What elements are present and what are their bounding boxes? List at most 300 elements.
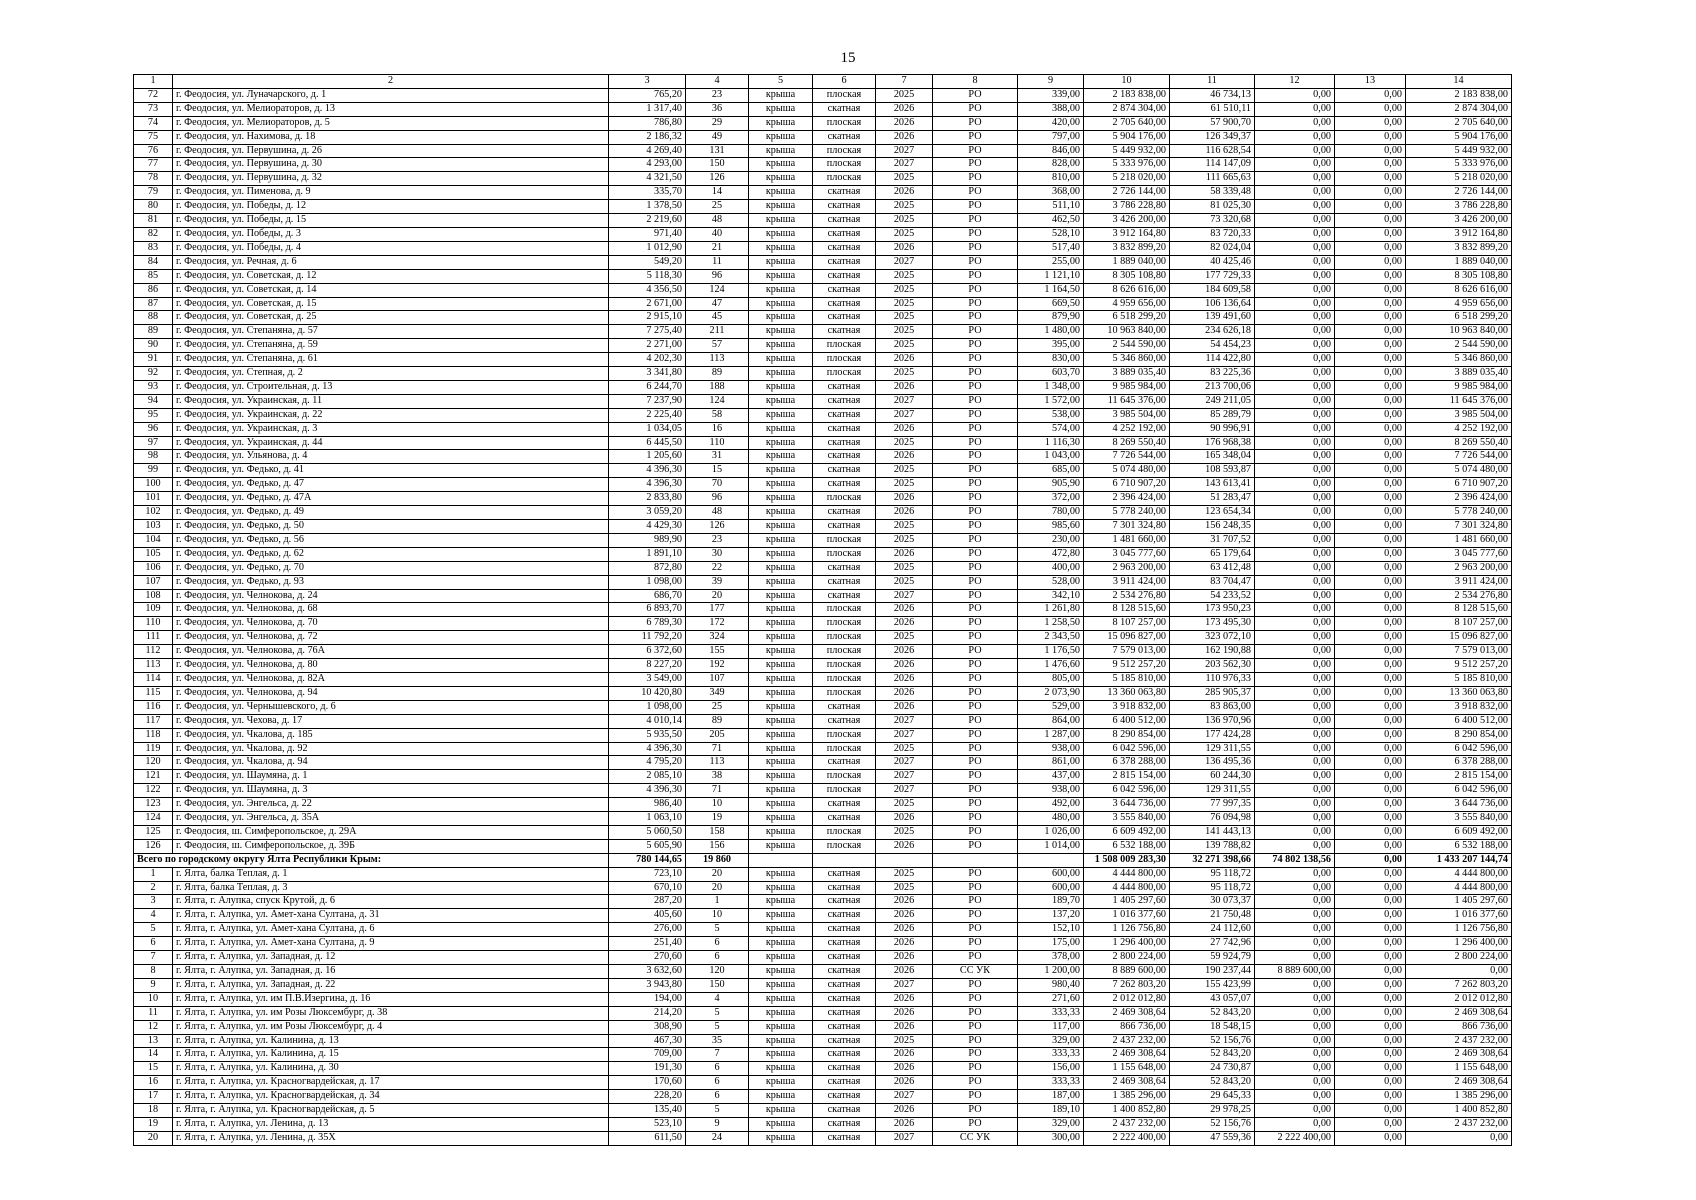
cell-col-1: 7 — [134, 951, 173, 965]
cell-col-1: 83 — [134, 241, 173, 255]
cell-col-8: РО — [933, 144, 1018, 158]
cell-col-4: 19 — [686, 812, 749, 826]
cell-col-8: РО — [933, 1090, 1018, 1104]
cell-col-13: 0,00 — [1335, 603, 1406, 617]
cell-col-12: 0,00 — [1255, 839, 1335, 853]
cell-col-13: 0,00 — [1335, 408, 1406, 422]
cell-col-5: крыша — [749, 603, 813, 617]
cell-col-14: 2 183 838,00 — [1406, 88, 1512, 102]
cell-col-10: 3 786 228,80 — [1084, 200, 1170, 214]
cell-col-4: 29 — [686, 116, 749, 130]
table-row — [134, 839, 1661, 853]
cell-col-14: 2 012 012,80 — [1406, 992, 1512, 1006]
cell-col-2: г. Феодосия, ул. Советская, д. 15 — [173, 297, 609, 311]
cell-col-12: 0,00 — [1255, 464, 1335, 478]
cell-col-2: г. Феодосия, ул. Победы, д. 3 — [173, 227, 609, 241]
cell-col-10: 8 889 600,00 — [1084, 965, 1170, 979]
table-row — [134, 1076, 1661, 1090]
cell-col-12: 0,00 — [1255, 617, 1335, 631]
cell-col-4: 172 — [686, 617, 749, 631]
cell-col-12: 0,00 — [1255, 742, 1335, 756]
cell-col-6: скатная — [813, 700, 876, 714]
cell-col-13: 0,00 — [1335, 1048, 1406, 1062]
cell-col-3: 2 915,10 — [609, 311, 686, 325]
cell-col-2: г. Феодосия, ул. Шаумяна, д. 1 — [173, 770, 609, 784]
cell-col-7: 2027 — [876, 1090, 933, 1104]
cell-col-2: г. Феодосия, ул. Победы, д. 4 — [173, 241, 609, 255]
cell-col-8: РО — [933, 227, 1018, 241]
cell-col-12: 0,00 — [1255, 978, 1335, 992]
cell-col-7: 2025 — [876, 227, 933, 241]
cell-col-8: РО — [933, 1076, 1018, 1090]
cell-col-8: РО — [933, 645, 1018, 659]
cell-col-7: 2026 — [876, 992, 933, 1006]
cell-col-12: 0,00 — [1255, 659, 1335, 673]
cell-col-9: 372,00 — [1018, 492, 1084, 506]
cell-col-11: 129 311,55 — [1170, 742, 1255, 756]
total-col-11: 32 271 398,66 — [1170, 853, 1255, 867]
cell-col-1: 13 — [134, 1034, 173, 1048]
cell-col-13: 0,00 — [1335, 714, 1406, 728]
register-table-container — [133, 74, 1661, 1146]
cell-col-5: крыша — [749, 283, 813, 297]
cell-col-14: 4 444 800,00 — [1406, 881, 1512, 895]
cell-col-2: г. Феодосия, ул. Победы, д. 12 — [173, 200, 609, 214]
cell-col-13: 0,00 — [1335, 937, 1406, 951]
cell-col-1: 124 — [134, 812, 173, 826]
cell-col-11: 77 997,35 — [1170, 798, 1255, 812]
cell-col-6: скатная — [813, 408, 876, 422]
cell-col-2: г. Феодосия, ул. Украинская, д. 44 — [173, 436, 609, 450]
cell-col-4: 5 — [686, 1020, 749, 1034]
cell-col-3: 611,50 — [609, 1131, 686, 1145]
table-row — [134, 965, 1661, 979]
cell-col-14: 3 832 899,20 — [1406, 241, 1512, 255]
cell-col-8: РО — [933, 130, 1018, 144]
cell-col-4: 22 — [686, 561, 749, 575]
cell-col-3: 135,40 — [609, 1104, 686, 1118]
cell-col-8: РО — [933, 951, 1018, 965]
cell-col-13: 0,00 — [1335, 617, 1406, 631]
cell-col-11: 90 996,91 — [1170, 422, 1255, 436]
cell-col-7: 2026 — [876, 492, 933, 506]
cell-col-1: 123 — [134, 798, 173, 812]
cell-col-10: 4 444 800,00 — [1084, 867, 1170, 881]
cell-col-2: г. Феодосия, ул. Мелиораторов, д. 13 — [173, 102, 609, 116]
cell-col-8: РО — [933, 533, 1018, 547]
cell-col-6: плоская — [813, 728, 876, 742]
table-row — [134, 88, 1661, 102]
cell-col-9: 1 200,00 — [1018, 965, 1084, 979]
cell-col-4: 5 — [686, 923, 749, 937]
total-col-13: 0,00 — [1335, 853, 1406, 867]
cell-col-11: 110 976,33 — [1170, 672, 1255, 686]
cell-col-14: 2 437 232,00 — [1406, 1034, 1512, 1048]
cell-col-1: 117 — [134, 714, 173, 728]
cell-col-10: 1 296 400,00 — [1084, 937, 1170, 951]
table-row — [134, 909, 1661, 923]
cell-col-6: скатная — [813, 923, 876, 937]
cell-col-14: 3 889 035,40 — [1406, 367, 1512, 381]
cell-col-1: 14 — [134, 1048, 173, 1062]
cell-col-4: 71 — [686, 784, 749, 798]
cell-col-2: г. Феодосия, ул. Первушина, д. 26 — [173, 144, 609, 158]
cell-col-1: 15 — [134, 1062, 173, 1076]
header-col-7: 7 — [876, 75, 933, 89]
total-empty-7 — [876, 853, 933, 867]
cell-col-1: 94 — [134, 394, 173, 408]
cell-col-9: 2 073,90 — [1018, 686, 1084, 700]
table-row — [134, 464, 1661, 478]
cell-col-13: 0,00 — [1335, 214, 1406, 228]
cell-col-3: 6 893,70 — [609, 603, 686, 617]
cell-col-11: 111 665,63 — [1170, 172, 1255, 186]
cell-col-9: 152,10 — [1018, 923, 1084, 937]
cell-col-3: 2 186,32 — [609, 130, 686, 144]
cell-col-9: 1 287,00 — [1018, 728, 1084, 742]
cell-col-13: 0,00 — [1335, 575, 1406, 589]
cell-col-7: 2026 — [876, 241, 933, 255]
cell-col-11: 136 495,36 — [1170, 756, 1255, 770]
register-table — [133, 74, 1661, 1146]
cell-col-7: 2025 — [876, 283, 933, 297]
total-area: 780 144,65 — [609, 853, 686, 867]
cell-col-4: 21 — [686, 241, 749, 255]
cell-col-11: 29 978,25 — [1170, 1104, 1255, 1118]
cell-col-2: г. Феодосия, ш. Симферопольское, д. 39Б — [173, 839, 609, 853]
table-row — [134, 812, 1661, 826]
cell-col-12: 0,00 — [1255, 1117, 1335, 1131]
cell-col-11: 155 423,99 — [1170, 978, 1255, 992]
table-row — [134, 645, 1661, 659]
cell-col-10: 4 959 656,00 — [1084, 297, 1170, 311]
total-section — [134, 853, 1661, 867]
cell-col-2: г. Феодосия, ул. Федько, д. 93 — [173, 575, 609, 589]
cell-col-4: 96 — [686, 492, 749, 506]
cell-col-5: крыша — [749, 380, 813, 394]
cell-col-5: крыша — [749, 478, 813, 492]
cell-col-2: г. Феодосия, ул. Чкалова, д. 92 — [173, 742, 609, 756]
cell-col-3: 4 356,50 — [609, 283, 686, 297]
cell-col-4: 113 — [686, 353, 749, 367]
cell-col-1: 90 — [134, 339, 173, 353]
cell-col-7: 2027 — [876, 1131, 933, 1145]
cell-col-6: плоская — [813, 672, 876, 686]
cell-col-6: плоская — [813, 88, 876, 102]
cell-col-12: 0,00 — [1255, 561, 1335, 575]
cell-col-4: 188 — [686, 380, 749, 394]
table-row — [134, 450, 1661, 464]
table-row — [134, 1117, 1661, 1131]
cell-col-5: крыша — [749, 1117, 813, 1131]
cell-col-11: 285 905,37 — [1170, 686, 1255, 700]
cell-col-9: 864,00 — [1018, 714, 1084, 728]
cell-col-8: РО — [933, 408, 1018, 422]
cell-col-2: г. Феодосия, ул. Советская, д. 25 — [173, 311, 609, 325]
cell-col-1: 104 — [134, 533, 173, 547]
table-header — [134, 75, 1661, 89]
table-row — [134, 937, 1661, 951]
cell-col-1: 17 — [134, 1090, 173, 1104]
cell-col-7: 2025 — [876, 172, 933, 186]
cell-col-3: 405,60 — [609, 909, 686, 923]
cell-col-2: г. Феодосия, ул. Челнокова, д. 76А — [173, 645, 609, 659]
cell-col-4: 15 — [686, 464, 749, 478]
cell-col-6: скатная — [813, 450, 876, 464]
cell-col-3: 4 010,14 — [609, 714, 686, 728]
cell-col-1: 118 — [134, 728, 173, 742]
cell-col-6: скатная — [813, 478, 876, 492]
cell-col-5: крыша — [749, 714, 813, 728]
table-row — [134, 408, 1661, 422]
cell-col-11: 177 424,28 — [1170, 728, 1255, 742]
cell-col-1: 10 — [134, 992, 173, 1006]
cell-col-12: 0,00 — [1255, 269, 1335, 283]
cell-col-4: 7 — [686, 1048, 749, 1062]
cell-col-2: г. Феодосия, ул. Федько, д. 62 — [173, 547, 609, 561]
table-row — [134, 227, 1661, 241]
cell-col-9: 600,00 — [1018, 867, 1084, 881]
cell-col-12: 0,00 — [1255, 784, 1335, 798]
cell-col-14: 5 333 976,00 — [1406, 158, 1512, 172]
cell-col-11: 52 843,20 — [1170, 1076, 1255, 1090]
cell-col-14: 6 378 288,00 — [1406, 756, 1512, 770]
cell-col-9: 1 026,00 — [1018, 825, 1084, 839]
cell-col-5: крыша — [749, 1076, 813, 1090]
cell-col-8: РО — [933, 492, 1018, 506]
cell-col-9: 1 261,80 — [1018, 603, 1084, 617]
cell-col-3: 6 789,30 — [609, 617, 686, 631]
cell-col-4: 5 — [686, 1104, 749, 1118]
cell-col-9: 137,20 — [1018, 909, 1084, 923]
cell-col-14: 2 705 640,00 — [1406, 116, 1512, 130]
cell-col-10: 5 074 480,00 — [1084, 464, 1170, 478]
cell-col-13: 0,00 — [1335, 1006, 1406, 1020]
cell-col-4: 35 — [686, 1034, 749, 1048]
cell-col-7: 2026 — [876, 422, 933, 436]
cell-col-13: 0,00 — [1335, 770, 1406, 784]
cell-col-9: 333,33 — [1018, 1076, 1084, 1090]
cell-col-5: крыша — [749, 227, 813, 241]
cell-col-5: крыша — [749, 617, 813, 631]
cell-col-14: 4 959 656,00 — [1406, 297, 1512, 311]
cell-col-3: 686,70 — [609, 589, 686, 603]
cell-col-8: РО — [933, 478, 1018, 492]
cell-col-6: скатная — [813, 394, 876, 408]
cell-col-5: крыша — [749, 575, 813, 589]
cell-col-14: 6 042 596,00 — [1406, 784, 1512, 798]
cell-col-13: 0,00 — [1335, 492, 1406, 506]
cell-col-8: РО — [933, 547, 1018, 561]
cell-col-10: 2 469 308,64 — [1084, 1076, 1170, 1090]
cell-col-4: 48 — [686, 214, 749, 228]
cell-col-2: г. Феодосия, ул. Нахимова, д. 18 — [173, 130, 609, 144]
cell-col-12: 0,00 — [1255, 186, 1335, 200]
cell-col-5: крыша — [749, 965, 813, 979]
cell-col-12: 0,00 — [1255, 450, 1335, 464]
cell-col-13: 0,00 — [1335, 909, 1406, 923]
cell-col-3: 2 219,60 — [609, 214, 686, 228]
cell-col-12: 0,00 — [1255, 881, 1335, 895]
cell-col-2: г. Феодосия, ул. Луначарского, д. 1 — [173, 88, 609, 102]
cell-col-1: 80 — [134, 200, 173, 214]
cell-col-7: 2025 — [876, 478, 933, 492]
cell-col-10: 1 126 756,80 — [1084, 923, 1170, 937]
table-row — [134, 172, 1661, 186]
cell-col-7: 2026 — [876, 547, 933, 561]
table-row — [134, 214, 1661, 228]
cell-col-2: г. Ялта, г. Алупка, ул. Амет-хана Султана, д. 31 — [173, 909, 609, 923]
cell-col-7: 2027 — [876, 728, 933, 742]
cell-col-13: 0,00 — [1335, 367, 1406, 381]
cell-col-6: плоская — [813, 825, 876, 839]
cell-col-12: 0,00 — [1255, 895, 1335, 909]
cell-col-6: скатная — [813, 464, 876, 478]
cell-col-5: крыша — [749, 1104, 813, 1118]
cell-col-11: 54 454,23 — [1170, 339, 1255, 353]
cell-col-12: 0,00 — [1255, 241, 1335, 255]
cell-col-7: 2026 — [876, 617, 933, 631]
cell-col-14: 8 128 515,60 — [1406, 603, 1512, 617]
cell-col-5: крыша — [749, 450, 813, 464]
header-col-4: 4 — [686, 75, 749, 89]
table-row — [134, 269, 1661, 283]
cell-col-14: 2 396 424,00 — [1406, 492, 1512, 506]
cell-col-13: 0,00 — [1335, 1020, 1406, 1034]
cell-col-5: крыша — [749, 547, 813, 561]
total-empty-9 — [1018, 853, 1084, 867]
cell-col-9: 175,00 — [1018, 937, 1084, 951]
table-row — [134, 700, 1661, 714]
table-row — [134, 575, 1661, 589]
cell-col-13: 0,00 — [1335, 728, 1406, 742]
cell-col-9: 797,00 — [1018, 130, 1084, 144]
cell-col-9: 1 480,00 — [1018, 325, 1084, 339]
cell-col-4: 10 — [686, 798, 749, 812]
cell-col-14: 866 736,00 — [1406, 1020, 1512, 1034]
cell-col-4: 107 — [686, 672, 749, 686]
cell-col-5: крыша — [749, 436, 813, 450]
cell-col-6: плоская — [813, 603, 876, 617]
cell-col-6: скатная — [813, 867, 876, 881]
cell-col-3: 1 891,10 — [609, 547, 686, 561]
cell-col-1: 108 — [134, 589, 173, 603]
cell-col-3: 4 396,30 — [609, 464, 686, 478]
cell-col-2: г. Феодосия, ул. Федько, д. 47 — [173, 478, 609, 492]
table-row — [134, 1104, 1661, 1118]
cell-col-2: г. Феодосия, ул. Федько, д. 50 — [173, 520, 609, 534]
cell-col-6: скатная — [813, 311, 876, 325]
cell-col-4: 20 — [686, 881, 749, 895]
cell-col-4: 4 — [686, 992, 749, 1006]
cell-col-4: 11 — [686, 255, 749, 269]
cell-col-1: 91 — [134, 353, 173, 367]
cell-col-12: 0,00 — [1255, 325, 1335, 339]
cell-col-6: плоская — [813, 686, 876, 700]
cell-col-5: крыша — [749, 520, 813, 534]
cell-col-11: 141 443,13 — [1170, 825, 1255, 839]
cell-col-12: 0,00 — [1255, 394, 1335, 408]
cell-col-6: скатная — [813, 909, 876, 923]
cell-col-12: 0,00 — [1255, 700, 1335, 714]
cell-col-8: РО — [933, 825, 1018, 839]
cell-col-3: 1 034,05 — [609, 422, 686, 436]
cell-col-4: 110 — [686, 436, 749, 450]
cell-col-14: 1 016 377,60 — [1406, 909, 1512, 923]
cell-col-3: 709,00 — [609, 1048, 686, 1062]
table-row — [134, 283, 1661, 297]
cell-col-3: 467,30 — [609, 1034, 686, 1048]
cell-col-8: РО — [933, 617, 1018, 631]
cell-col-10: 1 016 377,60 — [1084, 909, 1170, 923]
cell-col-11: 83 704,47 — [1170, 575, 1255, 589]
table-row — [134, 784, 1661, 798]
cell-col-14: 2 726 144,00 — [1406, 186, 1512, 200]
cell-col-14: 0,00 — [1406, 965, 1512, 979]
cell-col-13: 0,00 — [1335, 88, 1406, 102]
cell-col-11: 114 147,09 — [1170, 158, 1255, 172]
cell-col-13: 0,00 — [1335, 784, 1406, 798]
cell-col-8: РО — [933, 589, 1018, 603]
cell-col-12: 0,00 — [1255, 867, 1335, 881]
cell-col-9: 1 164,50 — [1018, 283, 1084, 297]
header-col-3: 3 — [609, 75, 686, 89]
cell-col-8: РО — [933, 464, 1018, 478]
cell-col-11: 73 320,68 — [1170, 214, 1255, 228]
cell-col-3: 6 244,70 — [609, 380, 686, 394]
cell-col-12: 0,00 — [1255, 200, 1335, 214]
cell-col-4: 20 — [686, 867, 749, 881]
cell-col-1: 87 — [134, 297, 173, 311]
cell-col-5: крыша — [749, 798, 813, 812]
table-row — [134, 547, 1661, 561]
cell-col-6: скатная — [813, 714, 876, 728]
cell-col-12: 0,00 — [1255, 88, 1335, 102]
cell-col-6: плоская — [813, 144, 876, 158]
cell-col-3: 989,90 — [609, 533, 686, 547]
cell-col-7: 2025 — [876, 367, 933, 381]
cell-col-1: 8 — [134, 965, 173, 979]
cell-col-8: СС УК — [933, 965, 1018, 979]
cell-col-10: 8 107 257,00 — [1084, 617, 1170, 631]
table-row — [134, 102, 1661, 116]
cell-col-8: РО — [933, 297, 1018, 311]
cell-col-10: 2 874 304,00 — [1084, 102, 1170, 116]
cell-col-1: 11 — [134, 1006, 173, 1020]
cell-col-4: 158 — [686, 825, 749, 839]
cell-col-1: 112 — [134, 645, 173, 659]
cell-col-7: 2025 — [876, 269, 933, 283]
cell-col-2: г. Феодосия, ул. Мелиораторов, д. 5 — [173, 116, 609, 130]
table-row — [134, 867, 1661, 881]
cell-col-2: г. Ялта, г. Алупка, ул. Амет-хана Султана, д. 6 — [173, 923, 609, 937]
cell-col-13: 0,00 — [1335, 672, 1406, 686]
cell-col-5: крыша — [749, 812, 813, 826]
cell-col-12: 8 889 600,00 — [1255, 965, 1335, 979]
cell-col-5: крыша — [749, 1006, 813, 1020]
cell-col-12: 0,00 — [1255, 770, 1335, 784]
cell-col-13: 0,00 — [1335, 269, 1406, 283]
cell-col-3: 170,60 — [609, 1076, 686, 1090]
cell-col-2: г. Ялта, г. Алупка, ул. Ленина, д. 13 — [173, 1117, 609, 1131]
cell-col-2: г. Феодосия, ул. Челнокова, д. 94 — [173, 686, 609, 700]
cell-col-6: скатная — [813, 895, 876, 909]
cell-col-8: РО — [933, 200, 1018, 214]
cell-col-3: 971,40 — [609, 227, 686, 241]
cell-col-13: 0,00 — [1335, 186, 1406, 200]
cell-col-11: 47 559,36 — [1170, 1131, 1255, 1145]
cell-col-13: 0,00 — [1335, 978, 1406, 992]
